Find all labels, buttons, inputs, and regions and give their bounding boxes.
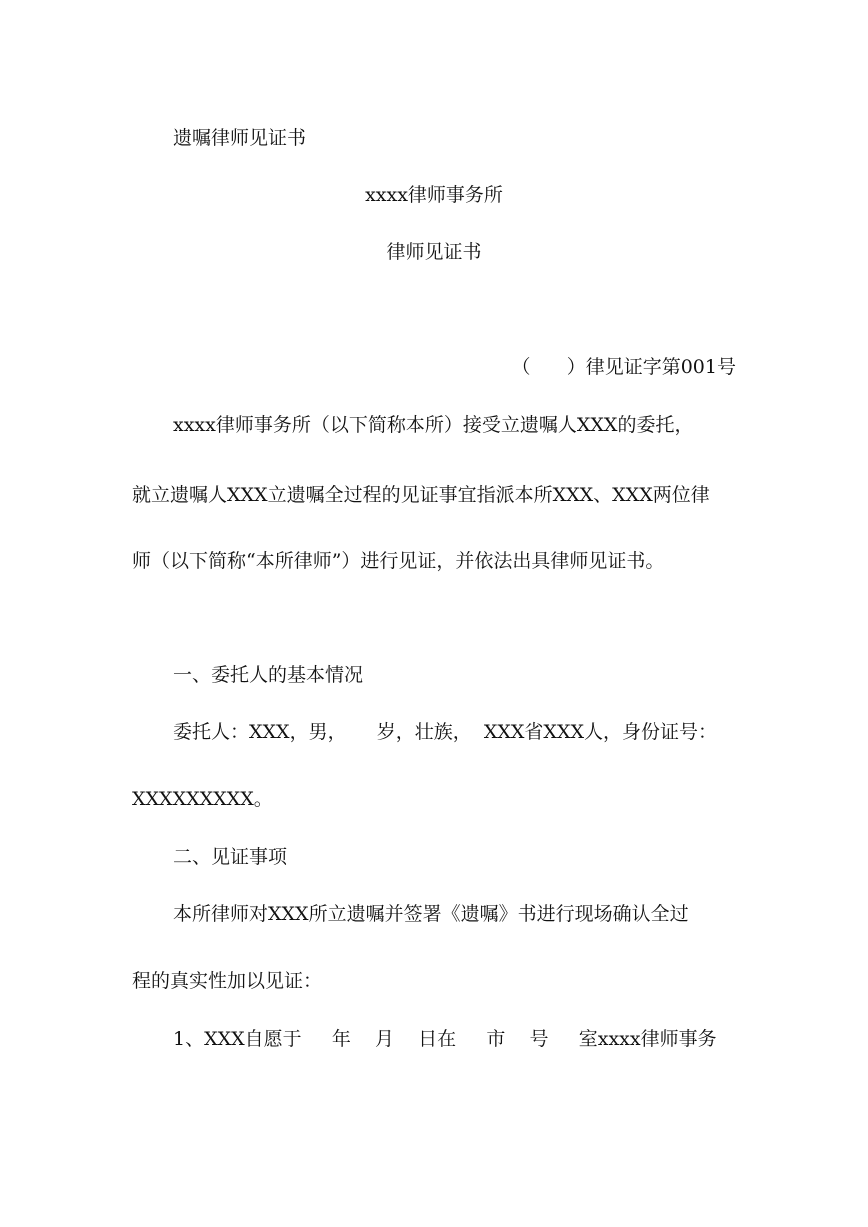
section2-line-1: 本所律师对XXX所立遗嘱并签署《遗嘱》书进行现场确认全过: [173, 903, 689, 925]
doc-title: 遗嘱律师见证书: [173, 127, 307, 149]
section2-item-1: 1、XXX自愿于 年 月 日在 市 号 室xxxx律师事务: [173, 1028, 717, 1050]
section2-line-2: 程的真实性加以见证：: [132, 970, 323, 992]
firm-name: xxxx律师事务所: [365, 184, 503, 206]
cert-title: 律师见证书: [386, 241, 482, 263]
section2-heading: 二、见证事项: [173, 846, 288, 868]
section1-heading: 一、委托人的基本情况: [173, 664, 364, 686]
intro-line-1: xxxx律师事务所（以下简称本所）接受立遗嘱人XXX的委托，: [173, 414, 694, 436]
intro-line-2: 就立遗嘱人XXX立遗嘱全过程的见证事宜指派本所XXX、XXX两位律: [132, 484, 710, 506]
cert-number: （ ）律见证字第001号: [511, 356, 736, 378]
section1-line-1: 委托人：XXX，男， 岁，壮族， XXX省XXX人，身份证号：: [173, 721, 718, 743]
section1-line-2: XXXXXXXXX。: [132, 788, 273, 810]
intro-line-3: 师（以下简称“本所律师”）进行见证，并依法出具律师见证书。: [132, 550, 665, 572]
